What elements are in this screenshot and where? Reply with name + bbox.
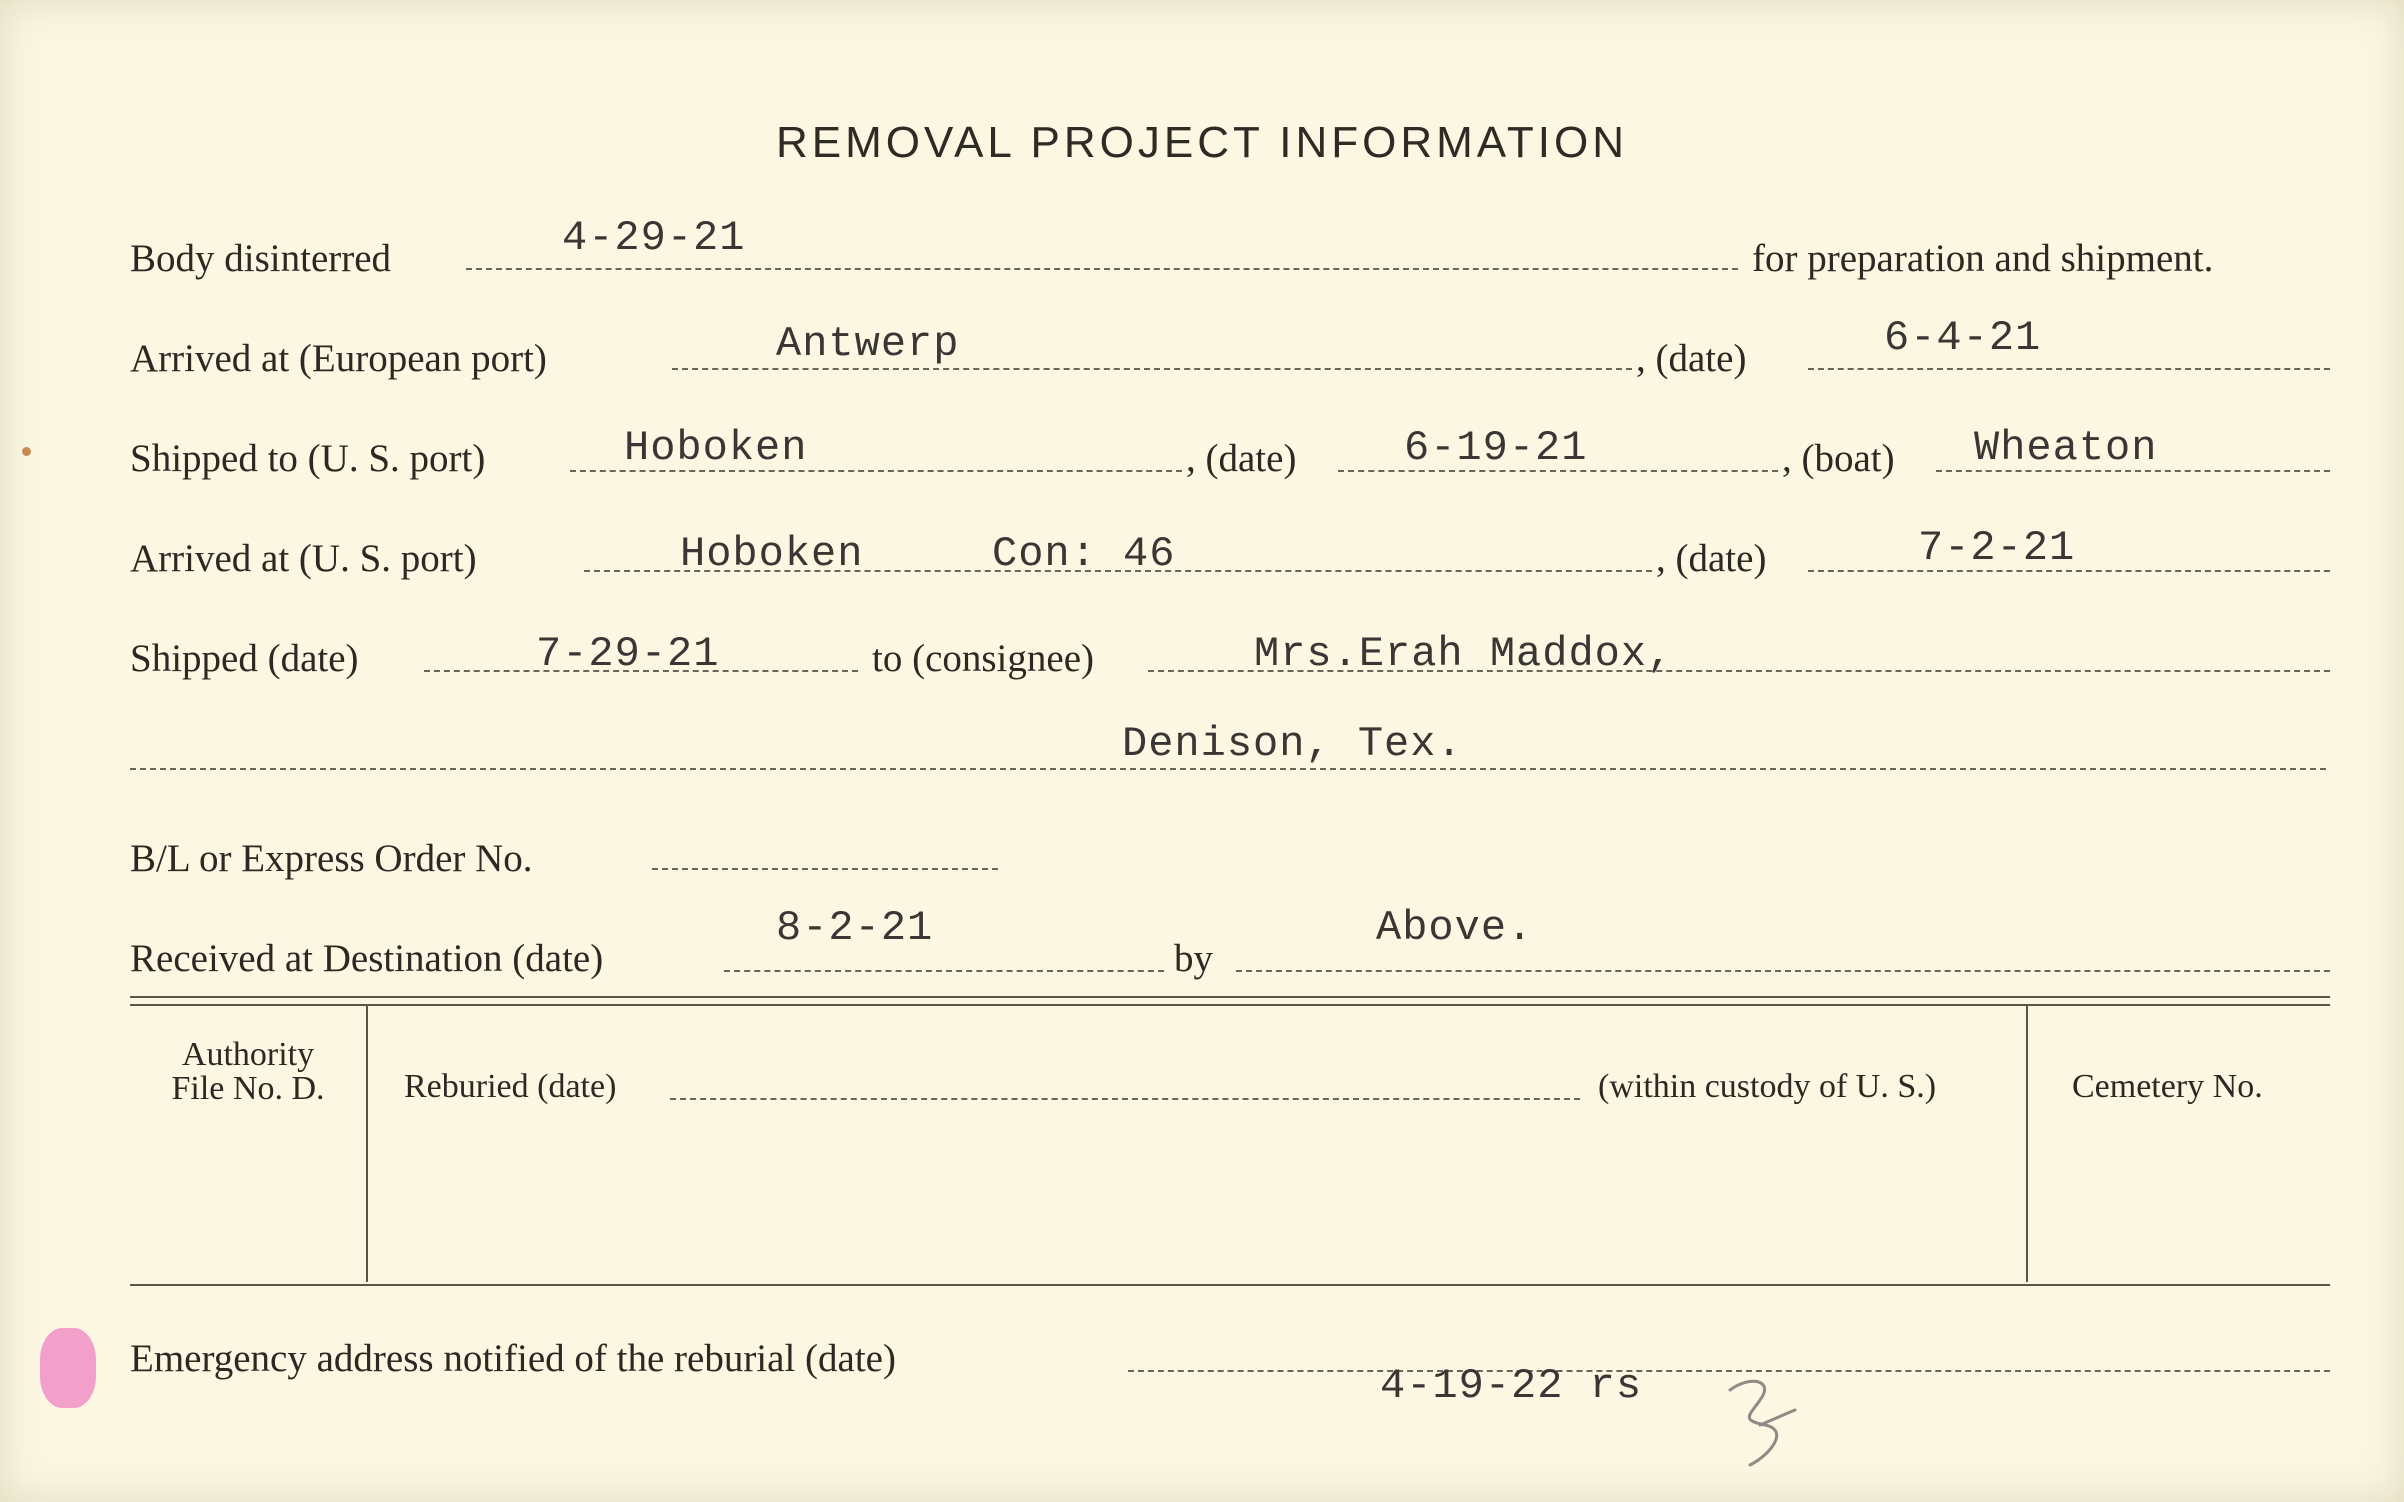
consignee-address: Denison, Tex. — [1122, 720, 1463, 768]
shipped-us-boat: Wheaton — [1974, 424, 2158, 472]
shipped-label: Shipped (date) — [130, 637, 359, 680]
pink-ink-stamp — [40, 1328, 96, 1408]
cemetery-label: Cemetery No. — [2072, 1068, 2263, 1105]
disinterred-value: 4-29-21 — [562, 214, 746, 262]
arrived-eu-port: Antwerp — [776, 320, 960, 368]
arrived-eu-date: 6-4-21 — [1884, 314, 2042, 362]
box-bottom-rule — [130, 1284, 2330, 1286]
arrived-us-date-label: , (date) — [1656, 537, 1767, 580]
shipped-us-boat-label: , (boat) — [1782, 437, 1895, 480]
box-top-rule-1 — [130, 996, 2330, 998]
emergency-value: 4-19-22 rs — [1380, 1362, 1643, 1410]
consignee-value: Mrs.Erah Maddox, — [1254, 630, 1674, 678]
arrived-eu-date-label: , (date) — [1636, 337, 1747, 380]
custody-label: (within custody of U. S.) — [1598, 1068, 1937, 1105]
received-date: 8-2-21 — [776, 904, 934, 952]
arrived-eu-date-line — [1808, 368, 2330, 370]
arrived-us-port: Hoboken — [680, 530, 864, 578]
emergency-label: Emergency address notified of the reburial (date) — [130, 1337, 896, 1380]
box-top-rule-2 — [130, 1004, 2330, 1006]
received-by: Above. — [1376, 904, 1534, 952]
shipped-us-date-label: , (date) — [1186, 437, 1297, 480]
disinterred-suffix: for preparation and shipment. — [1752, 237, 2214, 280]
reburied-label: Reburied (date) — [404, 1068, 617, 1105]
shipped-us-date: 6-19-21 — [1404, 424, 1588, 472]
received-by-line — [1236, 970, 2330, 972]
shipped-date: 7-29-21 — [536, 630, 720, 678]
arrived-us-date: 7-2-21 — [1918, 524, 2076, 572]
reburied-line — [670, 1098, 1580, 1100]
box-divider-right — [2026, 1006, 2028, 1282]
box-divider-left — [366, 1006, 368, 1282]
consignee-label: to (consignee) — [872, 637, 1095, 680]
card-title: REMOVAL PROJECT INFORMATION — [776, 118, 1628, 167]
disinterred-label: Body disinterred — [130, 237, 392, 280]
paper-speck — [22, 447, 31, 456]
disinterred-line — [466, 268, 1738, 270]
arrived-eu-line — [672, 368, 1632, 370]
received-label: Received at Destination (date) — [130, 937, 604, 980]
bl-line — [652, 868, 998, 870]
arrived-us-con: Con: 46 — [992, 530, 1176, 578]
authority-label-1: Authority — [181, 1036, 315, 1073]
authority-label-2: File No. D. — [171, 1070, 325, 1107]
address-line — [130, 768, 2326, 770]
received-date-line — [724, 970, 1164, 972]
handwritten-initial-mark — [1720, 1370, 1800, 1470]
shipped-us-label: Shipped to (U. S. port) — [130, 437, 486, 480]
bl-label: B/L or Express Order No. — [130, 837, 533, 880]
arrived-eu-label: Arrived at (European port) — [130, 337, 547, 380]
shipped-us-port: Hoboken — [624, 424, 808, 472]
received-by-label: by — [1174, 937, 1213, 980]
arrived-us-label: Arrived at (U. S. port) — [130, 537, 477, 580]
